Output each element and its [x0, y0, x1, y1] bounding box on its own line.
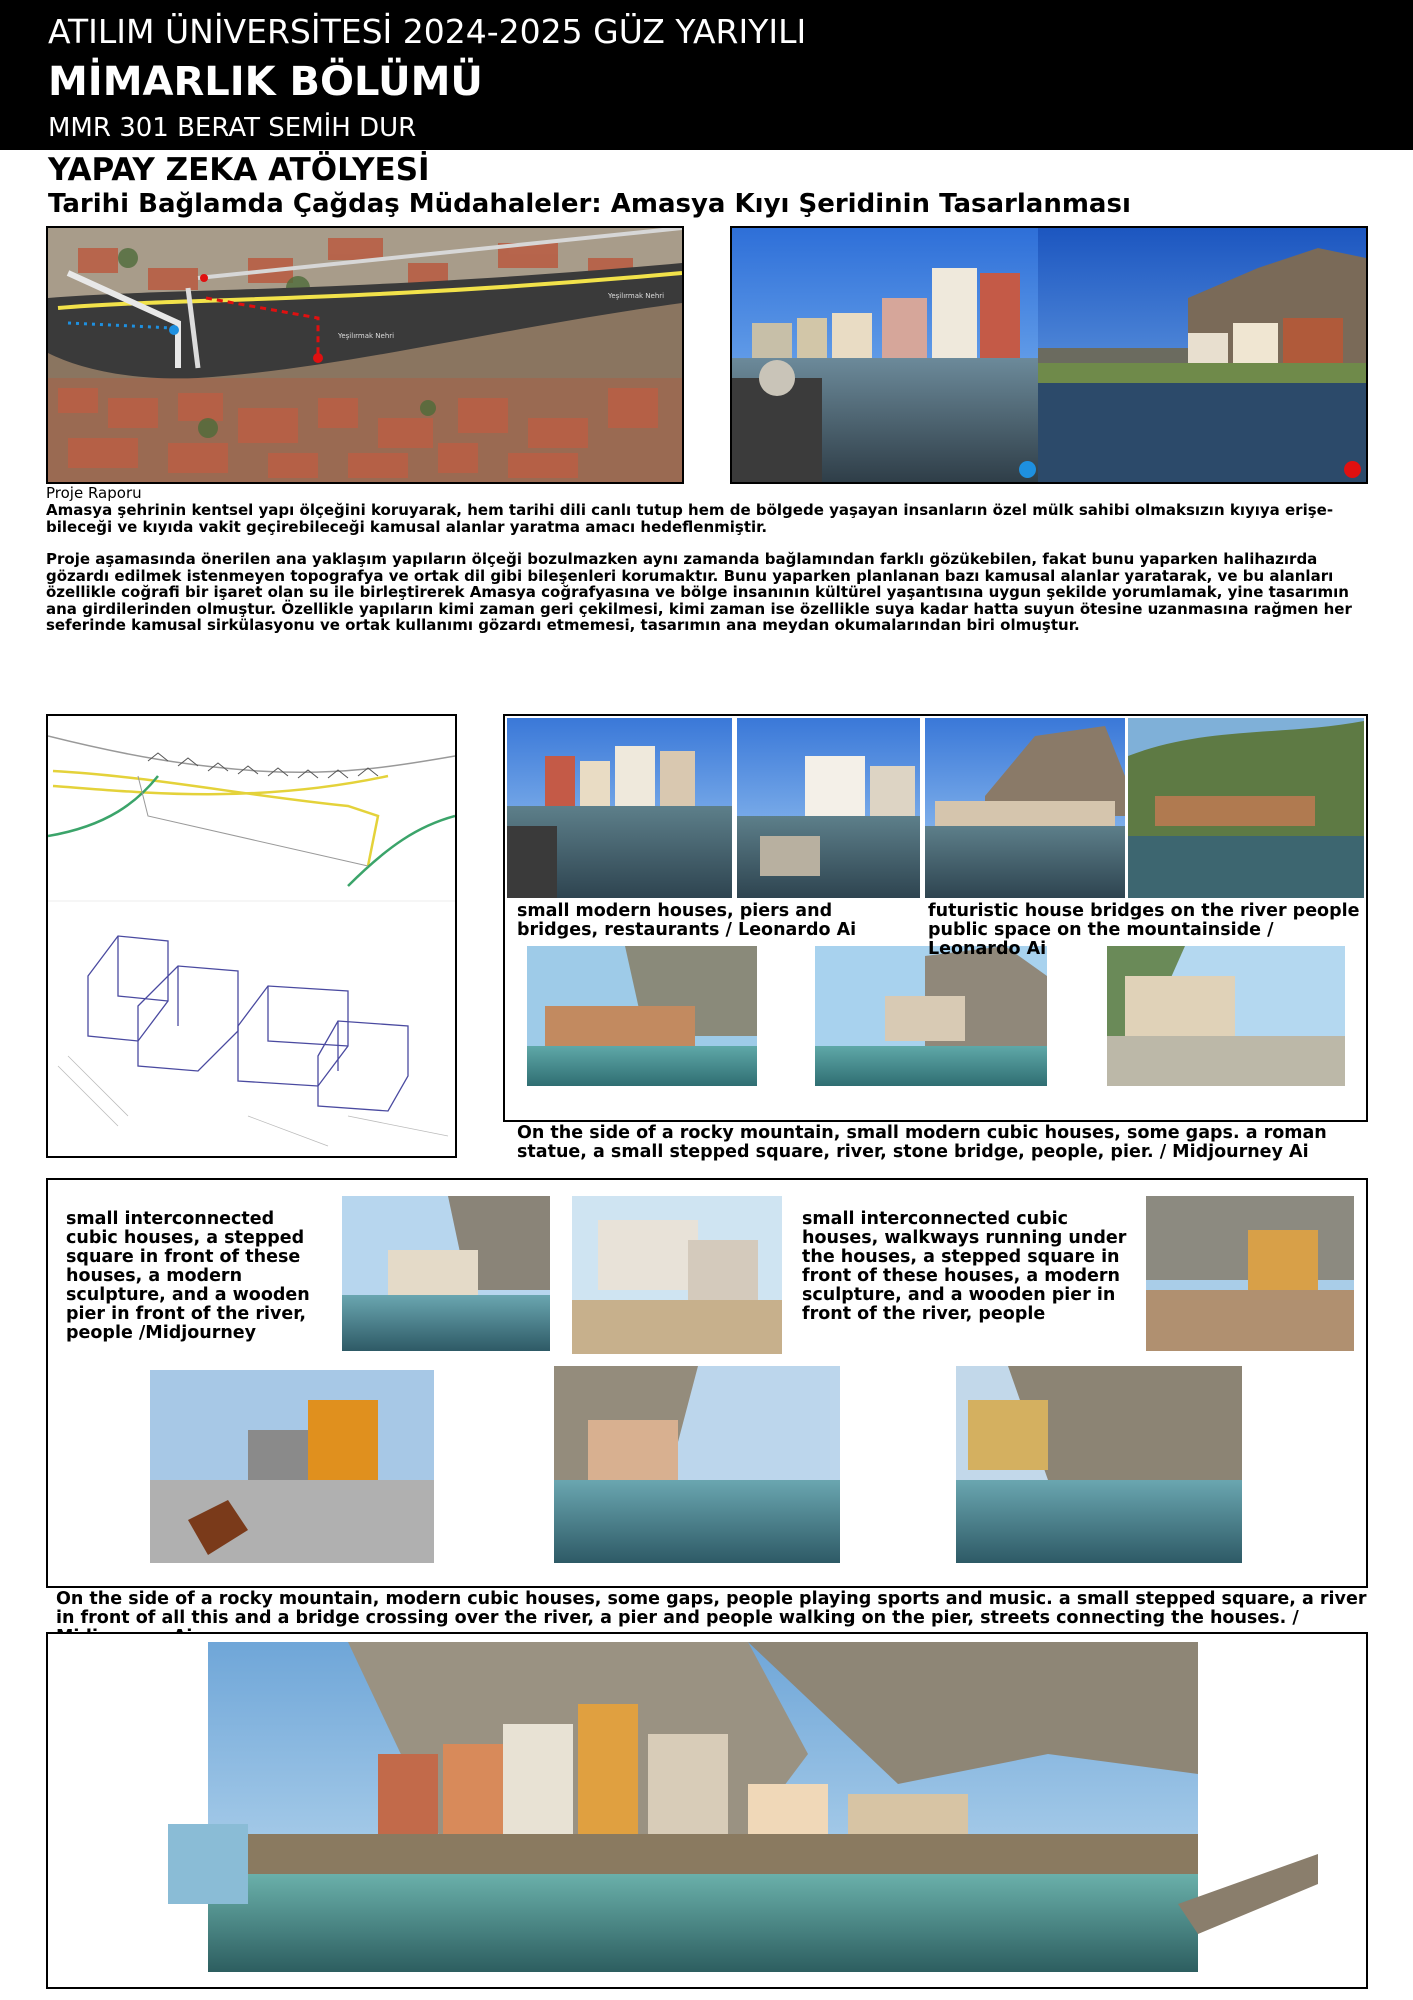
map-river-label-1: Yeşilırmak Nehri: [338, 332, 395, 340]
site-photo-red-view: [1038, 228, 1366, 482]
midjourney-image-8: [554, 1366, 840, 1563]
red-view-indicator: [1344, 461, 1361, 478]
caption-midjourney-3: small interconnected cubic houses, walkways running under the houses, a stepped square in front of these houses, a modern sculpture, and a wooden pier in front of the river, people: [802, 1209, 1127, 1324]
report-paragraph-1: Amasya şehrinin kentsel yapı ölçeğini koruyarak, hem tarihi dili canlı tutup hem de bölgede yaşayan insanların özel mülk sahibi olmaksızın kıyıya erişe-bileceği ve kıyıda vakit geçirebileceği kamusal alanlar yaratma amacı hedeflenmiştir.: [46, 501, 1334, 536]
leonardo-image-3: [925, 718, 1125, 898]
course-student-line: MMR 301 BERAT SEMİH DUR: [48, 113, 417, 143]
blue-view-indicator: [1019, 461, 1036, 478]
caption-midjourney-4: On the side of a rocky mountain, modern cubic houses, some gaps, people playing sports and music. a small stepped square, a river in front of all this and a bridge crossing over the river, a pier and people walking on the pier, streets connecting the houses. /: [56, 1589, 1367, 1628]
caption-leonardo-1: small modern houses, piers and bridges, restaurants / Leonardo Ai: [517, 901, 857, 940]
final-collage-panel: [46, 1632, 1368, 1989]
report-body: [46, 502, 1376, 650]
midjourney-image-2: [815, 946, 1047, 1086]
department-line: MİMARLIK BÖLÜMÜ: [48, 59, 483, 105]
midjourney-image-4: [342, 1196, 550, 1351]
university-line: ATILIM ÜNİVERSİTESİ 2024-2025 GÜZ YARIYILI: [48, 12, 807, 51]
leonardo-image-2: [737, 718, 920, 898]
site-map: [46, 226, 684, 484]
blue-viewpoint-marker: [169, 325, 179, 335]
hand-sketch-drawings: [48, 716, 455, 1156]
caption-midjourney-1: On the side of a rocky mountain, small modern cubic houses, some gaps. a roman statue, a small stepped square, river, stone bridge, people, pier. / Midjourney Ai: [517, 1123, 1327, 1162]
site-photos: [730, 226, 1368, 484]
aerial-map-image: [48, 228, 682, 482]
workshop-title: YAPAY ZEKA ATÖLYESİ: [48, 152, 430, 188]
report-paragraph-2: Proje aşamasında önerilen ana yaklaşım yapıların ölçeği bozulmazken aynı zamanda bağlamından farklı gözükebilen, fakat bunu yaparken halihazırda gözardı edilmek istenmeyen topografya ve ortak dil gibi bileşenleri korumaktır. Bunu yaparken planlanan bazı kamusal alanlar yaratarak, ve bu alanları özellikle coğrafi bir işaret olan su ile birleştirerek Amasya coğrafyasına ve bölge insanının kültürel yaşantısına uygun şekilde yorumlamak, yine tasarımın ana girdilerinden olmuştur. Özellikle yapıların kimi zaman geri çekilmesi, kimi zaman ise özellikle suya kadar hatta suyun ötesine uzanmasına rağmen her seferinde kamusal sirkülasyonu ve ortak kullanımı gözardı etmemesi, tasarımın ana meydan okumalarından biri olmuştur.: [46, 550, 1352, 634]
final-collage-image: [48, 1634, 1366, 1987]
red-viewpoint-marker: [313, 353, 323, 363]
caption-leonardo-2: futuristic house bridges on the river people public space on the mountainside / Leonardo Ai: [928, 901, 1360, 959]
midjourney-image-3: [1107, 946, 1345, 1086]
header-banner: [0, 0, 1413, 150]
sketch-panel: [46, 714, 457, 1158]
ai-render-panel-2: [46, 1178, 1368, 1588]
project-subtitle: Tarihi Bağlamda Çağdaş Müdahaleler: Amasya Kıyı Şeridinin Tasarlanması: [48, 189, 1131, 219]
midjourney-image-6: [1146, 1196, 1354, 1351]
ai-render-panel-1: [503, 714, 1368, 1122]
leonardo-image-4: [1128, 718, 1364, 898]
midjourney-image-9: [956, 1366, 1242, 1563]
leonardo-image-1: [507, 718, 732, 898]
midjourney-image-5: [572, 1196, 782, 1354]
map-river-label-2: Yeşilırmak Nehri: [608, 292, 665, 300]
caption-midjourney-2: small interconnected cubic houses, a stepped square in front of these houses, a modern sculpture, and a wooden pier in front of the river, people /Midjourney: [66, 1209, 310, 1343]
midjourney-image-1: [527, 946, 757, 1086]
report-title: Proje Raporu: [46, 484, 142, 502]
red-viewpoint-marker-2: [200, 274, 208, 282]
midjourney-image-7: [150, 1370, 434, 1563]
